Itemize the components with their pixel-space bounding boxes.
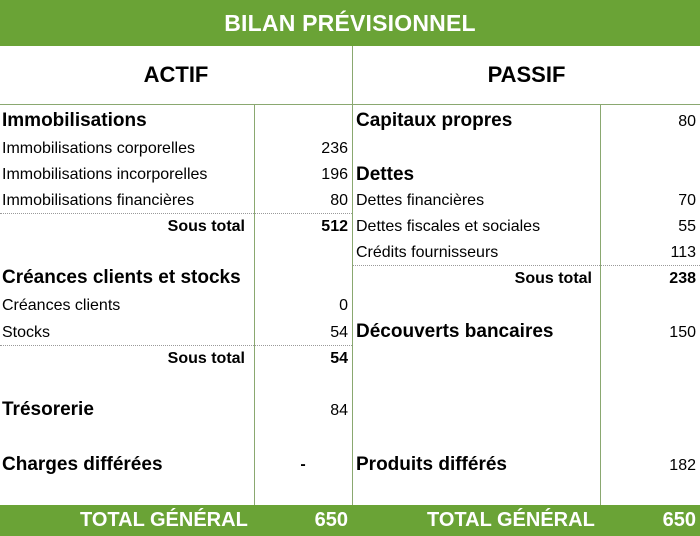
- actif-header: ACTIF: [143, 62, 209, 87]
- tresorerie-label: Trésorerie: [2, 399, 94, 420]
- creances-subtotal-value: 54: [330, 350, 348, 367]
- passif-value-divider: [600, 105, 601, 505]
- center-divider: [352, 46, 353, 505]
- page-title: BILAN PRÉVISIONNEL: [0, 0, 700, 46]
- dettes-fiscales-label: Dettes fiscales et sociales: [356, 218, 541, 235]
- dettes-heading: Dettes: [356, 164, 415, 185]
- stocks-label: Stocks: [2, 324, 51, 341]
- passif-header: PASSIF: [487, 62, 566, 87]
- immo-corporelles-label: Immobilisations corporelles: [2, 140, 195, 157]
- passif-total-label: TOTAL GÉNÉRAL: [427, 509, 595, 531]
- stocks-value: 54: [330, 324, 348, 341]
- decouverts-label: Découverts bancaires: [356, 321, 554, 342]
- creances-subtotal-label: Sous total: [167, 350, 245, 367]
- total-bar: [0, 505, 700, 536]
- immo-subtotal-value: 512: [321, 218, 348, 235]
- immo-subtotal-rule: [0, 213, 352, 214]
- dettes-financieres-label: Dettes financières: [356, 192, 485, 209]
- immo-financieres-value: 80: [330, 192, 348, 209]
- dettes-subtotal-label: Sous total: [514, 270, 592, 287]
- passif-total-value: 650: [662, 509, 696, 531]
- immo-corporelles-value: 236: [321, 140, 348, 157]
- capitaux-propres-label: Capitaux propres: [356, 110, 513, 131]
- dettes-fiscales-value: 55: [678, 218, 696, 235]
- charges-differees-value: -: [300, 456, 306, 473]
- dettes-financieres-value: 70: [678, 192, 696, 209]
- credits-fournisseurs-label: Crédits fournisseurs: [356, 244, 499, 261]
- produits-differes-value: 182: [669, 457, 696, 474]
- decouverts-value: 150: [669, 324, 696, 341]
- charges-differees-label: Charges différées: [2, 454, 163, 475]
- immo-incorporelles-label: Immobilisations incorporelles: [2, 166, 208, 183]
- tresorerie-value: 84: [330, 402, 348, 419]
- actif-total-label: TOTAL GÉNÉRAL: [80, 509, 248, 531]
- immo-financieres-label: Immobilisations financières: [2, 192, 195, 209]
- actif-total-value: 650: [314, 509, 348, 531]
- creances-clients-label: Créances clients: [2, 297, 121, 314]
- creances-heading: Créances clients et stocks: [2, 267, 241, 288]
- actif-value-divider: [254, 105, 255, 505]
- produits-differes-label: Produits différés: [356, 454, 507, 475]
- header-divider: [0, 104, 700, 105]
- creances-subtotal-rule: [0, 345, 352, 346]
- immo-subtotal-label: Sous total: [167, 218, 245, 235]
- dettes-subtotal-rule: [353, 265, 700, 266]
- creances-clients-value: 0: [339, 297, 348, 314]
- dettes-subtotal-value: 238: [669, 270, 696, 287]
- credits-fournisseurs-value: 113: [670, 244, 696, 261]
- immo-incorporelles-value: 196: [321, 166, 348, 183]
- capitaux-propres-value: 80: [678, 113, 696, 130]
- immobilisations-heading: Immobilisations: [2, 110, 147, 131]
